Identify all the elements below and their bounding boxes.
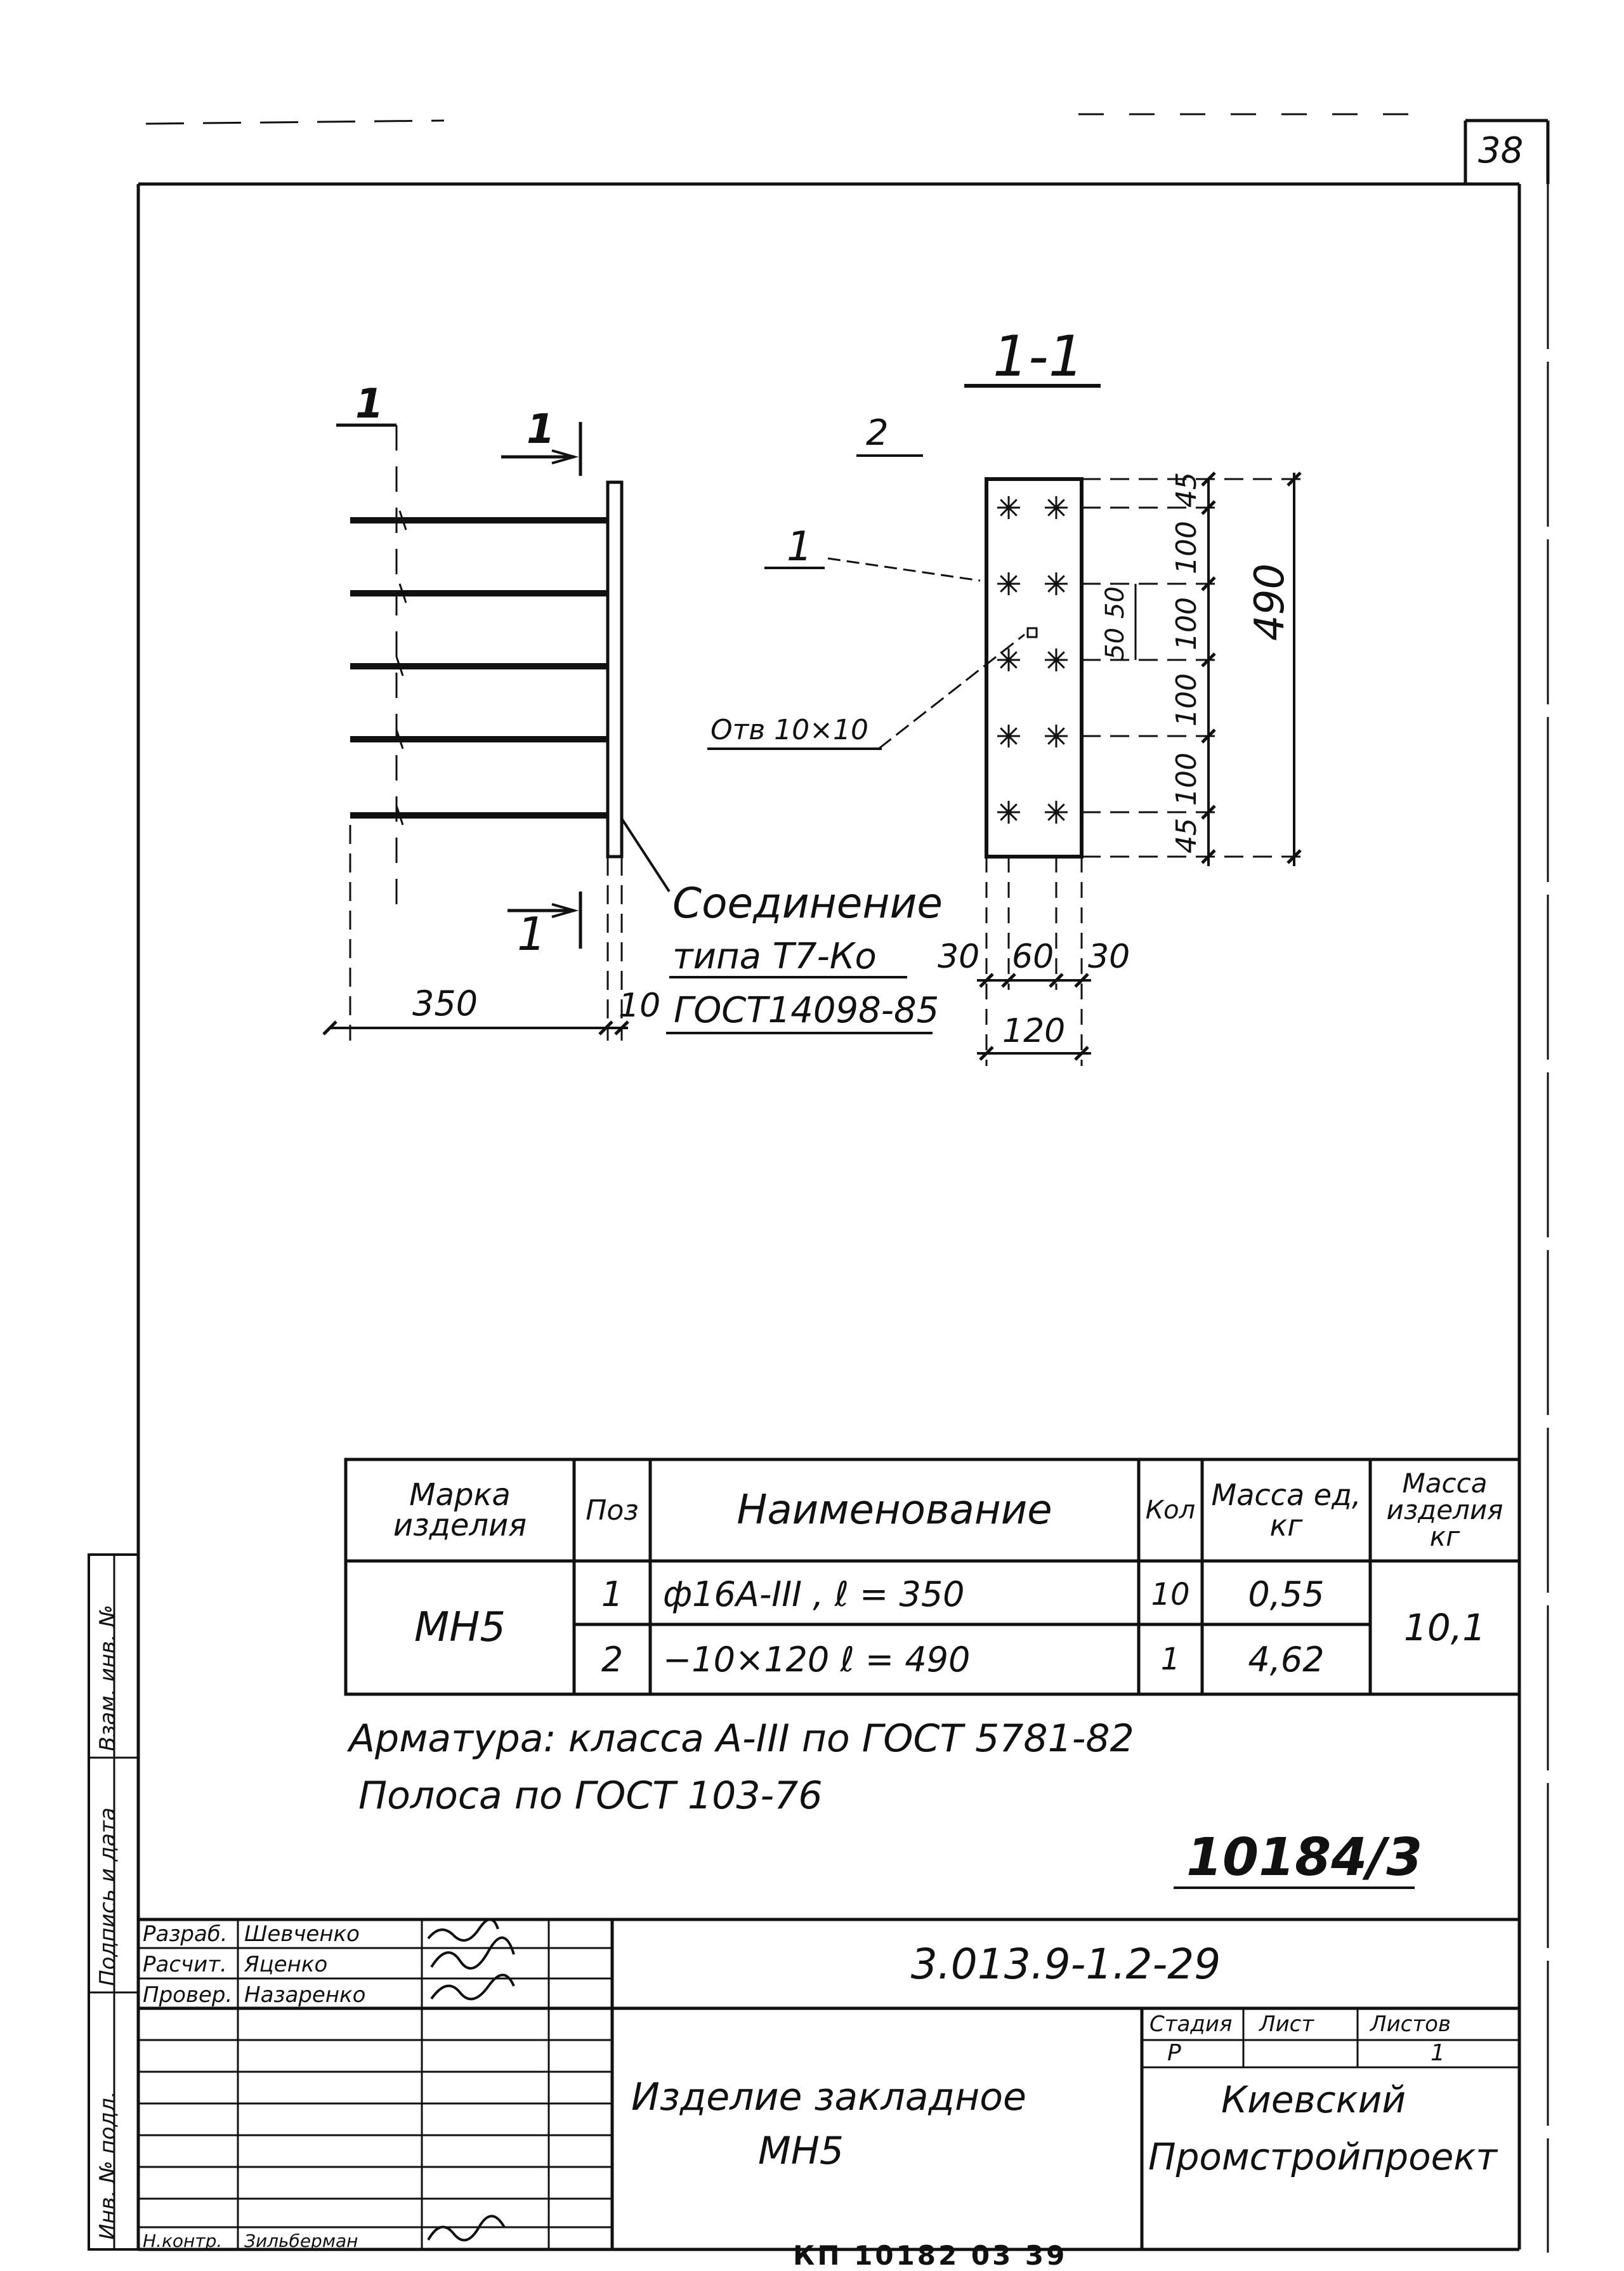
width-dim-30-right: 30 [1088,938,1130,976]
row1-name: ф16А-III , ℓ = 350 [663,1574,965,1614]
item-name-line2: МН5 [758,2129,844,2173]
side-stamp-inv-no: Инв. № подл. [95,2091,121,2240]
header-unit-mass: Масса ед, кг [1211,1477,1361,1543]
name-calculator: Яценко [244,1952,328,1977]
length-dimension: 350 [412,984,478,1024]
connection-note-line2: типа Т7-Ко [672,936,877,977]
role-norm-control: Н.контр. [143,2230,223,2251]
gap-dimension: 10 [619,987,661,1025]
name-developer: Шевченко [244,1921,360,1947]
row2-qty: 1 [1160,1642,1181,1677]
width-dim-30-left: 30 [938,938,980,976]
header-name: Наименование [737,1487,1052,1534]
name-checker: Назаренко [244,1982,366,2008]
dim-100-4: 100 [1170,753,1203,806]
dim-50-b: 50 [1101,586,1130,619]
connection-note-line1: Соединение [672,879,943,928]
row1-pos: 1 [601,1574,624,1614]
row2-unit-mass: 4,62 [1248,1639,1325,1680]
header-mark: Марка изделия [393,1477,527,1543]
item-mass-value: 10,1 [1403,1606,1486,1649]
position-2-label: 2 [866,412,889,454]
row1-qty: 10 [1151,1576,1190,1612]
bottom-code: КП 10182 03 39 [793,2240,1068,2271]
dim-100-3: 100 [1170,673,1203,727]
dim-50-a: 50 [1101,628,1130,660]
header-pos: Поз [586,1494,639,1527]
side-stamp-replace-inv: Взам. инв. № [95,1605,121,1751]
connection-note-line3: ГОСТ14098-85 [674,990,940,1031]
role-checker: Провер. [143,1982,233,2008]
stage-label: Стадия [1149,2011,1233,2037]
organization-line1: Киевский [1221,2078,1406,2121]
hole-note: Отв 10×10 [710,714,869,746]
name-norm-control: Зильберман [244,2230,358,2251]
role-calculator: Расчит. [143,1952,227,1977]
document-designation: 3.013.9-1.2-29 [910,1939,1221,1989]
archive-number: 10184/3 [1186,1827,1423,1888]
side-stamp-sign-date: Подпись и дата [95,1807,121,1986]
dim-100-1: 100 [1170,521,1203,574]
header-item-mass: Масса изделия кг [1386,1468,1503,1552]
height-total-dim: 490 [1247,563,1293,641]
sheet-label: Лист [1259,2011,1314,2037]
position-1-label: 1 [787,523,813,570]
dim-45-top: 45 [1170,472,1203,508]
dim-100-2: 100 [1170,597,1203,650]
row2-pos: 2 [601,1639,624,1680]
sheet-corner-number: 38 [1478,130,1524,171]
width-dim-120: 120 [1002,1012,1066,1050]
cut-mark-left-label: 1 [355,381,384,428]
note-strip: Полоса по ГОСТ 103-76 [358,1774,823,1818]
note-reinforcement: Арматура: класса А-III по ГОСТ 5781-82 [349,1716,1134,1761]
section-title: 1-1 [993,324,1084,389]
cut-mark-top-label: 1 [527,406,555,453]
sheets-value: 1 [1431,2040,1445,2066]
stage-value: Р [1167,2040,1181,2066]
mark-value: МН5 [414,1604,506,1651]
cut-mark-bottom-label: 1 [517,907,546,961]
dim-45-bottom: 45 [1170,818,1203,853]
organization-line2: Промстройпроект [1148,2135,1498,2178]
header-qty: Кол [1145,1496,1196,1525]
row2-name: −10×120 ℓ = 490 [663,1639,971,1680]
width-dim-60: 60 [1012,938,1054,976]
row1-unit-mass: 0,55 [1248,1574,1325,1614]
role-developer: Разраб. [143,1921,228,1947]
sheets-label: Листов [1370,2011,1451,2037]
item-name-line1: Изделие закладное [631,2075,1026,2119]
